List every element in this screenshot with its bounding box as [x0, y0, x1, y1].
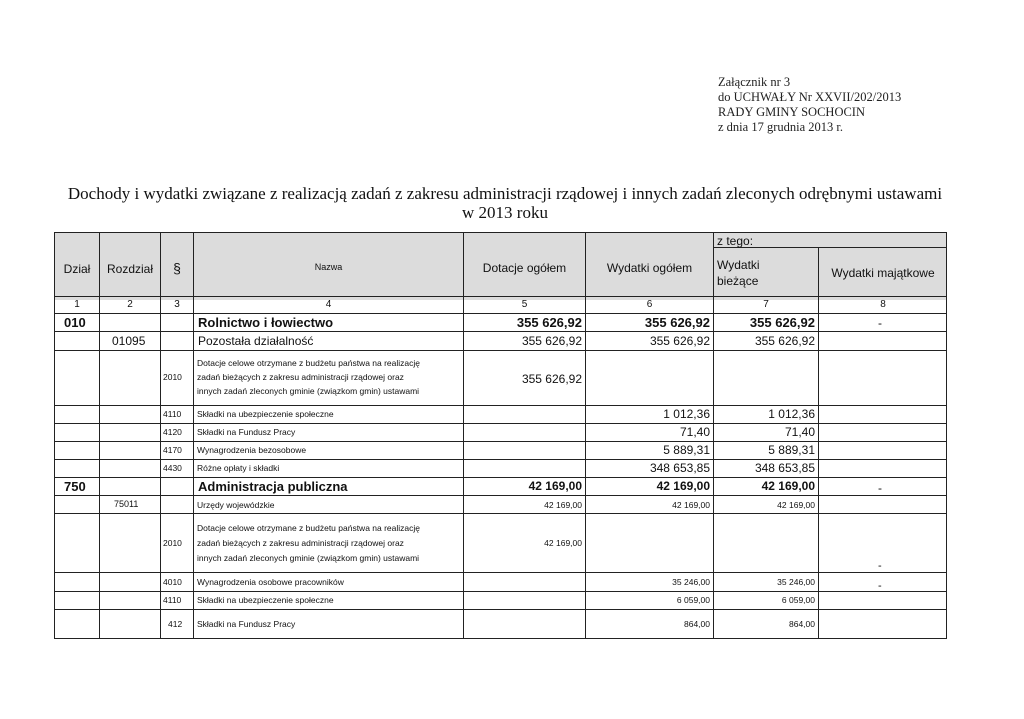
header-z-tego: z tego:	[717, 234, 754, 248]
annex-line-2: do UCHWAŁY Nr XXVII/202/2013	[718, 90, 902, 104]
cell-nazwa: Pozostała działalność	[198, 334, 314, 348]
column-number: 5	[521, 299, 528, 310]
document-title	[40, 184, 970, 222]
cell-wydatki: 35 246,00	[672, 577, 710, 587]
header-rozdzial: Rozdział	[106, 262, 154, 276]
cell-dotacje: 355 626,92	[521, 334, 582, 348]
table-rule	[54, 441, 947, 442]
column-number: 2	[127, 299, 133, 310]
cell-paragraf: 4430	[163, 463, 182, 473]
cell-biezace: 42 169,00	[761, 479, 815, 493]
annex-line-4: z dnia 17 grudnia 2013 r.	[718, 120, 843, 134]
table-rule	[99, 232, 100, 639]
cell-nazwa-line3: innych zadań zleconych gminie (związkom gmin) ustawami	[197, 386, 420, 396]
cell-nazwa-line2: zadań bieżących z zakresu administracji rządowej oraz	[197, 372, 404, 382]
table-rule	[54, 495, 947, 496]
annex-line-3: RADY GMINY SOCHOCIN	[718, 105, 865, 119]
cell-biezace: 5 889,31	[768, 443, 815, 457]
title-line-1: Dochody i wydatki związane z realizacją zadań z zakresu administracji rządowej i innych zadań zleconych odrębnymi ustawami	[67, 184, 943, 203]
cell-biezace: 355 626,92	[754, 334, 815, 348]
cell-biezace: 71,40	[784, 425, 815, 439]
cell-paragraf: 412	[168, 619, 183, 629]
cell-nazwa: Składki na ubezpieczenie społeczne	[197, 409, 334, 419]
cell-biezace: 864,00	[789, 619, 815, 629]
header-biezace-line2: bieżące	[717, 274, 759, 288]
cell-biezace: 6 059,00	[781, 595, 815, 605]
table-rule	[54, 591, 947, 592]
cell-nazwa-line2: zadań bieżących z zakresu administracji rządowej oraz	[197, 538, 404, 548]
cell-wydatki: 6 059,00	[676, 595, 710, 605]
annex-note	[718, 75, 901, 135]
table-rule	[160, 232, 161, 639]
cell-paragraf: 2010	[163, 538, 182, 548]
cell-nazwa-line3: innych zadań zleconych gminie (związkom gmin) ustawami	[197, 553, 420, 563]
cell-wydatki: 355 626,92	[644, 315, 710, 330]
cell-majatkowe: -	[878, 580, 882, 592]
cell-paragraf: 2010	[163, 372, 182, 382]
cell-nazwa: Różne opłaty i składki	[197, 463, 280, 473]
table-rule	[54, 572, 947, 573]
cell-dotacje: 42 169,00	[544, 538, 582, 548]
cell-rozdzial: 01095	[112, 334, 146, 348]
cell-wydatki: 42 169,00	[656, 479, 710, 493]
cell-nazwa-line1: Dotacje celowe otrzymane z budżetu państwa na realizację	[197, 523, 421, 533]
table-rule	[54, 331, 947, 332]
cell-paragraf: 4120	[163, 427, 182, 437]
cell-dzial: 750	[64, 479, 86, 494]
cell-nazwa: Rolnictwo i łowiectwo	[198, 315, 334, 330]
cell-nazwa: Składki na Fundusz Pracy	[197, 427, 296, 437]
cell-nazwa: Składki na Fundusz Pracy	[197, 619, 296, 629]
column-number: 1	[74, 299, 80, 310]
cell-wydatki: 42 169,00	[672, 500, 710, 510]
cell-nazwa: Administracja publiczna	[198, 479, 348, 494]
cell-paragraf: 4110	[163, 595, 182, 605]
header-biezace-line1: Wydatki	[717, 258, 760, 272]
cell-biezace: 1 012,36	[768, 407, 815, 421]
header-paragraf: §	[173, 260, 181, 276]
table-rule	[193, 232, 194, 639]
table-rule	[54, 638, 947, 639]
header-wydatki: Wydatki ogółem	[606, 261, 693, 275]
column-number: 3	[174, 299, 180, 310]
cell-paragraf: 4010	[163, 577, 182, 587]
cell-majatkowe: -	[878, 560, 882, 572]
table-rule	[54, 232, 55, 639]
header-nazwa: Nazwa	[314, 262, 343, 272]
header-majatkowe: Wydatki majątkowe	[831, 266, 935, 280]
cell-nazwa-line1: Dotacje celowe otrzymane z budżetu państwa na realizację	[197, 358, 421, 368]
table-rule	[54, 459, 947, 460]
cell-biezace: 348 653,85	[754, 461, 815, 475]
cell-wydatki: 5 889,31	[663, 443, 710, 457]
table-rule	[54, 232, 947, 233]
cell-dzial: 010	[64, 315, 86, 330]
cell-nazwa: Urzędy wojewódzkie	[197, 500, 275, 510]
cell-paragraf: 4110	[163, 409, 182, 419]
table-rule	[54, 477, 947, 478]
cell-majatkowe: -	[878, 316, 882, 330]
cell-biezace: 35 246,00	[777, 577, 815, 587]
table-rule	[54, 423, 947, 424]
table-rule	[54, 513, 947, 514]
header-dotacje: Dotacje ogółem	[482, 261, 567, 275]
cell-biezace: 42 169,00	[777, 500, 815, 510]
table-rule	[54, 350, 947, 351]
cell-wydatki: 71,40	[679, 425, 710, 439]
cell-dotacje: 42 169,00	[528, 479, 582, 493]
table-rule	[54, 313, 947, 314]
column-number: 8	[880, 299, 886, 310]
column-number: 6	[646, 299, 653, 310]
header-dzial: Dział	[63, 262, 91, 276]
cell-nazwa: Wynagrodzenia bezosobowe	[197, 445, 307, 455]
column-number: 7	[763, 299, 769, 310]
annex-line-1: Załącznik nr 3	[718, 75, 791, 89]
cell-biezace: 355 626,92	[749, 315, 815, 330]
cell-wydatki: 348 653,85	[649, 461, 710, 475]
table-rule	[54, 609, 947, 610]
column-number: 4	[325, 299, 332, 310]
cell-wydatki: 355 626,92	[649, 334, 710, 348]
cell-dotacje: 42 169,00	[544, 500, 582, 510]
table-rule	[54, 405, 947, 406]
table-rule	[54, 296, 947, 297]
cell-nazwa: Wynagrodzenia osobowe pracowników	[197, 577, 344, 587]
cell-wydatki: 1 012,36	[663, 407, 710, 421]
cell-majatkowe: -	[878, 481, 882, 495]
cell-wydatki: 864,00	[684, 619, 710, 629]
cell-dotacje: 355 626,92	[521, 372, 582, 386]
cell-paragraf: 4170	[163, 445, 182, 455]
cell-nazwa: Składki na ubezpieczenie społeczne	[197, 595, 334, 605]
table-rule	[463, 232, 464, 639]
title-line-2: w 2013 roku	[462, 203, 548, 222]
cell-rozdzial: 75011	[114, 499, 139, 509]
table-rule	[946, 232, 947, 639]
cell-dotacje: 355 626,92	[516, 315, 582, 330]
